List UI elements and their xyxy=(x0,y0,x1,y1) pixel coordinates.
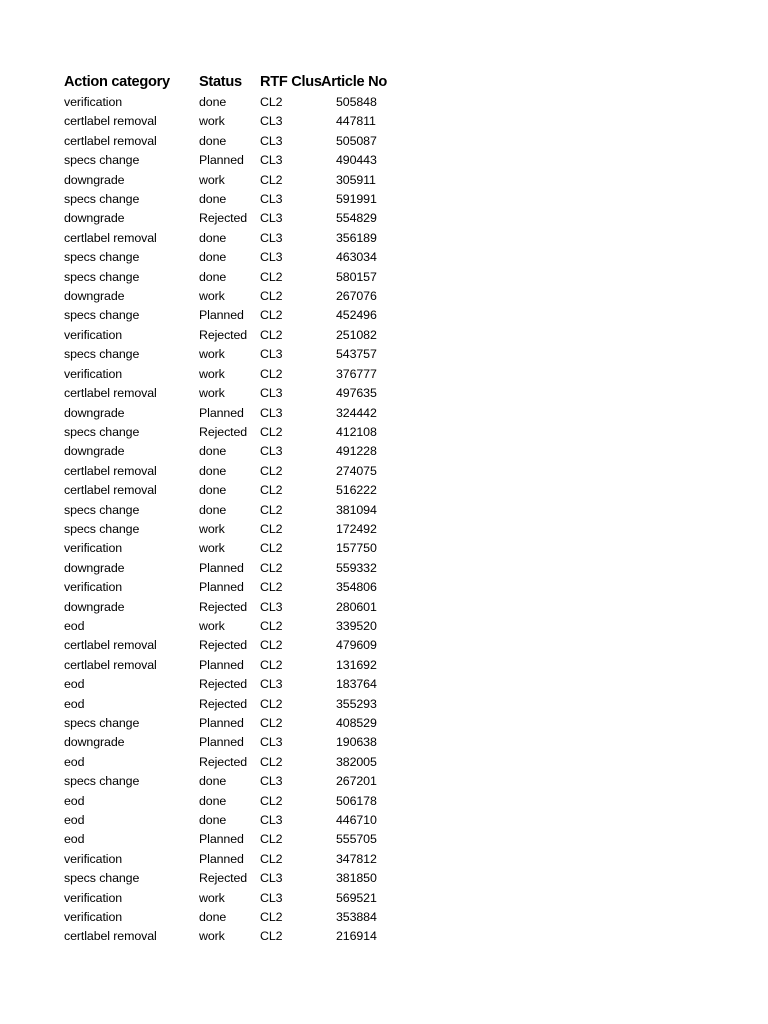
cell-action-category: certlabel removal xyxy=(64,657,157,672)
cell-rtf-clus: CL3 xyxy=(260,153,283,168)
cell-rtf-clus: CL2 xyxy=(260,696,283,711)
cell-status: done xyxy=(199,463,227,478)
cell-status: Rejected xyxy=(199,871,248,886)
cell-article-no: 267201 xyxy=(336,774,377,789)
cell-article-no: 554829 xyxy=(336,211,377,226)
cell-action-category: verification xyxy=(64,95,123,109)
cell-status: Planned xyxy=(199,405,244,420)
cell-status: work xyxy=(199,541,225,556)
cell-status: work xyxy=(199,386,225,401)
cell-rtf-clus: CL2 xyxy=(260,95,283,109)
cell-rtf-clus: CL2 xyxy=(260,618,283,633)
cell-action-category: specs change xyxy=(64,308,140,323)
cell-status: Planned xyxy=(199,657,244,672)
cell-action-category: specs change xyxy=(64,871,140,886)
cell-rtf-clus: CL2 xyxy=(260,793,283,808)
cell-article-no: 506178 xyxy=(336,793,377,808)
cell-article-no: 408529 xyxy=(336,716,377,730)
cell-rtf-clus: CL3 xyxy=(260,114,283,129)
cell-article-no: 354806 xyxy=(336,580,377,595)
cell-status: work xyxy=(199,929,225,944)
cell-status: Planned xyxy=(199,308,244,323)
cell-article-no: 267076 xyxy=(336,289,377,304)
cell-action-category: certlabel removal xyxy=(64,114,157,129)
cell-action-category: specs change xyxy=(64,424,140,439)
header-action-category: Action category xyxy=(64,74,170,90)
cell-action-category: eod xyxy=(64,696,85,711)
cell-action-category: certlabel removal xyxy=(64,638,157,653)
cell-article-no: 274075 xyxy=(336,463,377,478)
cell-article-no: 376777 xyxy=(336,366,377,381)
cell-article-no: 490443 xyxy=(336,153,377,168)
cell-rtf-clus: CL2 xyxy=(260,483,283,498)
cell-article-no: 183764 xyxy=(336,677,377,692)
cell-rtf-clus: CL2 xyxy=(260,851,283,866)
cell-status: Rejected xyxy=(199,424,248,439)
cell-status: done xyxy=(199,230,227,245)
cell-action-category: downgrade xyxy=(64,289,125,304)
cell-rtf-clus: CL2 xyxy=(260,502,283,517)
cell-article-no: 382005 xyxy=(336,754,377,769)
cell-status: done xyxy=(199,502,227,517)
cell-status: work xyxy=(199,890,225,905)
cell-status: Planned xyxy=(199,560,244,575)
cell-action-category: specs change xyxy=(64,521,140,536)
cell-rtf-clus: CL2 xyxy=(260,172,283,187)
cell-status: work xyxy=(199,618,225,633)
cell-action-category: specs change xyxy=(64,153,140,168)
cell-rtf-clus: CL2 xyxy=(260,424,283,439)
cell-action-category: downgrade xyxy=(64,560,125,575)
cell-action-category: certlabel removal xyxy=(64,463,157,478)
cell-rtf-clus: CL2 xyxy=(260,327,283,342)
cell-action-category: eod xyxy=(64,677,85,692)
cell-rtf-clus: CL3 xyxy=(260,735,283,750)
cell-action-category: downgrade xyxy=(64,735,125,750)
header-article-no: Article No xyxy=(321,74,387,90)
cell-action-category: specs change xyxy=(64,502,140,517)
cell-article-no: 353884 xyxy=(336,910,377,925)
cell-action-category: eod xyxy=(64,793,85,808)
cell-rtf-clus: CL2 xyxy=(260,580,283,595)
cell-status: Planned xyxy=(199,580,244,595)
cell-rtf-clus: CL3 xyxy=(260,230,283,245)
cell-rtf-clus: CL2 xyxy=(260,269,283,284)
cell-article-no: 356189 xyxy=(336,230,377,245)
cell-status: done xyxy=(199,192,227,207)
cell-action-category: downgrade xyxy=(64,172,125,187)
cell-rtf-clus: CL2 xyxy=(260,366,283,381)
cell-article-no: 452496 xyxy=(336,308,377,323)
cell-rtf-clus: CL2 xyxy=(260,289,283,304)
cell-article-no: 479609 xyxy=(336,638,377,653)
cell-rtf-clus: CL3 xyxy=(260,890,283,905)
cell-article-no: 446710 xyxy=(336,813,377,828)
cell-rtf-clus: CL3 xyxy=(260,813,283,828)
cell-article-no: 505087 xyxy=(336,133,377,148)
cell-action-category: eod xyxy=(64,754,85,769)
cell-article-no: 555705 xyxy=(336,832,377,847)
cell-status: work xyxy=(199,347,225,362)
cell-rtf-clus: CL3 xyxy=(260,211,283,226)
cell-action-category: certlabel removal xyxy=(64,929,157,944)
cell-article-no: 157750 xyxy=(336,541,377,556)
cell-status: work xyxy=(199,172,225,187)
cell-article-no: 543757 xyxy=(336,347,377,362)
cell-action-category: eod xyxy=(64,832,85,847)
cell-status: work xyxy=(199,521,225,536)
cell-status: Rejected xyxy=(199,696,248,711)
cell-status: Planned xyxy=(199,716,244,730)
cell-article-no: 381094 xyxy=(336,502,377,517)
cell-action-category: downgrade xyxy=(64,211,125,226)
cell-action-category: eod xyxy=(64,813,85,828)
cell-rtf-clus: CL2 xyxy=(260,308,283,323)
cell-article-no: 491228 xyxy=(336,444,377,459)
cell-article-no: 339520 xyxy=(336,618,377,633)
cell-status: Rejected xyxy=(199,211,248,226)
cell-rtf-clus: CL2 xyxy=(260,929,283,944)
cell-action-category: specs change xyxy=(64,716,140,730)
cell-rtf-clus: CL3 xyxy=(260,250,283,265)
cell-status: done xyxy=(199,444,227,459)
cell-article-no: 580157 xyxy=(336,269,377,284)
cell-status: work xyxy=(199,114,225,129)
cell-status: Planned xyxy=(199,735,244,750)
cell-status: Planned xyxy=(199,832,244,847)
cell-status: Planned xyxy=(199,153,244,168)
cell-status: done xyxy=(199,793,227,808)
cell-rtf-clus: CL2 xyxy=(260,716,283,730)
cell-rtf-clus: CL2 xyxy=(260,463,283,478)
cell-article-no: 463034 xyxy=(336,250,377,265)
cell-action-category: certlabel removal xyxy=(64,133,157,148)
cell-rtf-clus: CL3 xyxy=(260,386,283,401)
cell-status: Rejected xyxy=(199,599,248,614)
cell-rtf-clus: CL2 xyxy=(260,832,283,847)
cell-status: Planned xyxy=(199,851,244,866)
cell-status: work xyxy=(199,289,225,304)
cell-action-category: verification xyxy=(64,366,123,381)
cell-article-no: 280601 xyxy=(336,599,377,614)
cell-rtf-clus: CL3 xyxy=(260,677,283,692)
cell-status: done xyxy=(199,269,227,284)
cell-article-no: 324442 xyxy=(336,405,377,420)
header-status: Status xyxy=(199,74,242,90)
cell-article-no: 131692 xyxy=(336,657,377,672)
cell-article-no: 172492 xyxy=(336,521,377,536)
cell-rtf-clus: CL3 xyxy=(260,774,283,789)
cell-rtf-clus: CL2 xyxy=(260,657,283,672)
cell-rtf-clus: CL3 xyxy=(260,599,283,614)
cell-action-category: downgrade xyxy=(64,444,125,459)
cell-rtf-clus: CL3 xyxy=(260,405,283,420)
cell-rtf-clus: CL3 xyxy=(260,347,283,362)
cell-rtf-clus: CL3 xyxy=(260,444,283,459)
cell-article-no: 355293 xyxy=(336,696,377,711)
cell-status: done xyxy=(199,133,227,148)
cell-action-category: verification xyxy=(64,890,123,905)
cell-action-category: verification xyxy=(64,851,123,866)
cell-article-no: 190638 xyxy=(336,735,377,750)
cell-action-category: specs change xyxy=(64,192,140,207)
cell-status: done xyxy=(199,250,227,265)
cell-action-category: downgrade xyxy=(64,405,125,420)
cell-article-no: 559332 xyxy=(336,560,377,575)
cell-article-no: 591991 xyxy=(336,192,377,207)
cell-action-category: certlabel removal xyxy=(64,230,157,245)
cell-rtf-clus: CL2 xyxy=(260,541,283,556)
cell-action-category: verification xyxy=(64,580,123,595)
cell-rtf-clus: CL2 xyxy=(260,560,283,575)
cell-action-category: certlabel removal xyxy=(64,483,157,498)
cell-status: Rejected xyxy=(199,754,248,769)
cell-action-category: specs change xyxy=(64,250,140,265)
cell-status: work xyxy=(199,366,225,381)
cell-status: Rejected xyxy=(199,677,248,692)
cell-rtf-clus: CL3 xyxy=(260,192,283,207)
cell-rtf-clus: CL2 xyxy=(260,754,283,769)
cell-article-no: 516222 xyxy=(336,483,377,498)
cell-action-category: verification xyxy=(64,327,123,342)
cell-article-no: 251082 xyxy=(336,327,377,342)
cell-status: done xyxy=(199,95,227,109)
cell-article-no: 216914 xyxy=(336,929,377,944)
cell-action-category: verification xyxy=(64,910,123,925)
cell-rtf-clus: CL2 xyxy=(260,521,283,536)
cell-action-category: specs change xyxy=(64,269,140,284)
cell-article-no: 412108 xyxy=(336,424,377,439)
cell-action-category: specs change xyxy=(64,347,140,362)
cell-status: Rejected xyxy=(199,327,248,342)
cell-rtf-clus: CL2 xyxy=(260,638,283,653)
cell-article-no: 305911 xyxy=(336,172,376,187)
cell-article-no: 497635 xyxy=(336,386,377,401)
cell-status: Rejected xyxy=(199,638,248,653)
cell-article-no: 347812 xyxy=(336,851,377,866)
cell-status: done xyxy=(199,813,227,828)
header-rtf-clus: RTF Clus xyxy=(260,74,322,90)
cell-article-no: 381850 xyxy=(336,871,377,886)
cell-action-category: eod xyxy=(64,618,85,633)
cell-action-category: specs change xyxy=(64,774,140,789)
cell-article-no: 447811 xyxy=(336,114,376,129)
cell-rtf-clus: CL2 xyxy=(260,910,283,925)
cell-status: done xyxy=(199,910,227,925)
cell-article-no: 505848 xyxy=(336,95,377,109)
cell-action-category: certlabel removal xyxy=(64,386,157,401)
cell-status: done xyxy=(199,483,227,498)
cell-article-no: 569521 xyxy=(336,890,377,905)
cell-action-category: downgrade xyxy=(64,599,125,614)
cell-status: done xyxy=(199,774,227,789)
cell-action-category: verification xyxy=(64,541,123,556)
cell-rtf-clus: CL3 xyxy=(260,133,283,148)
cell-rtf-clus: CL3 xyxy=(260,871,283,886)
